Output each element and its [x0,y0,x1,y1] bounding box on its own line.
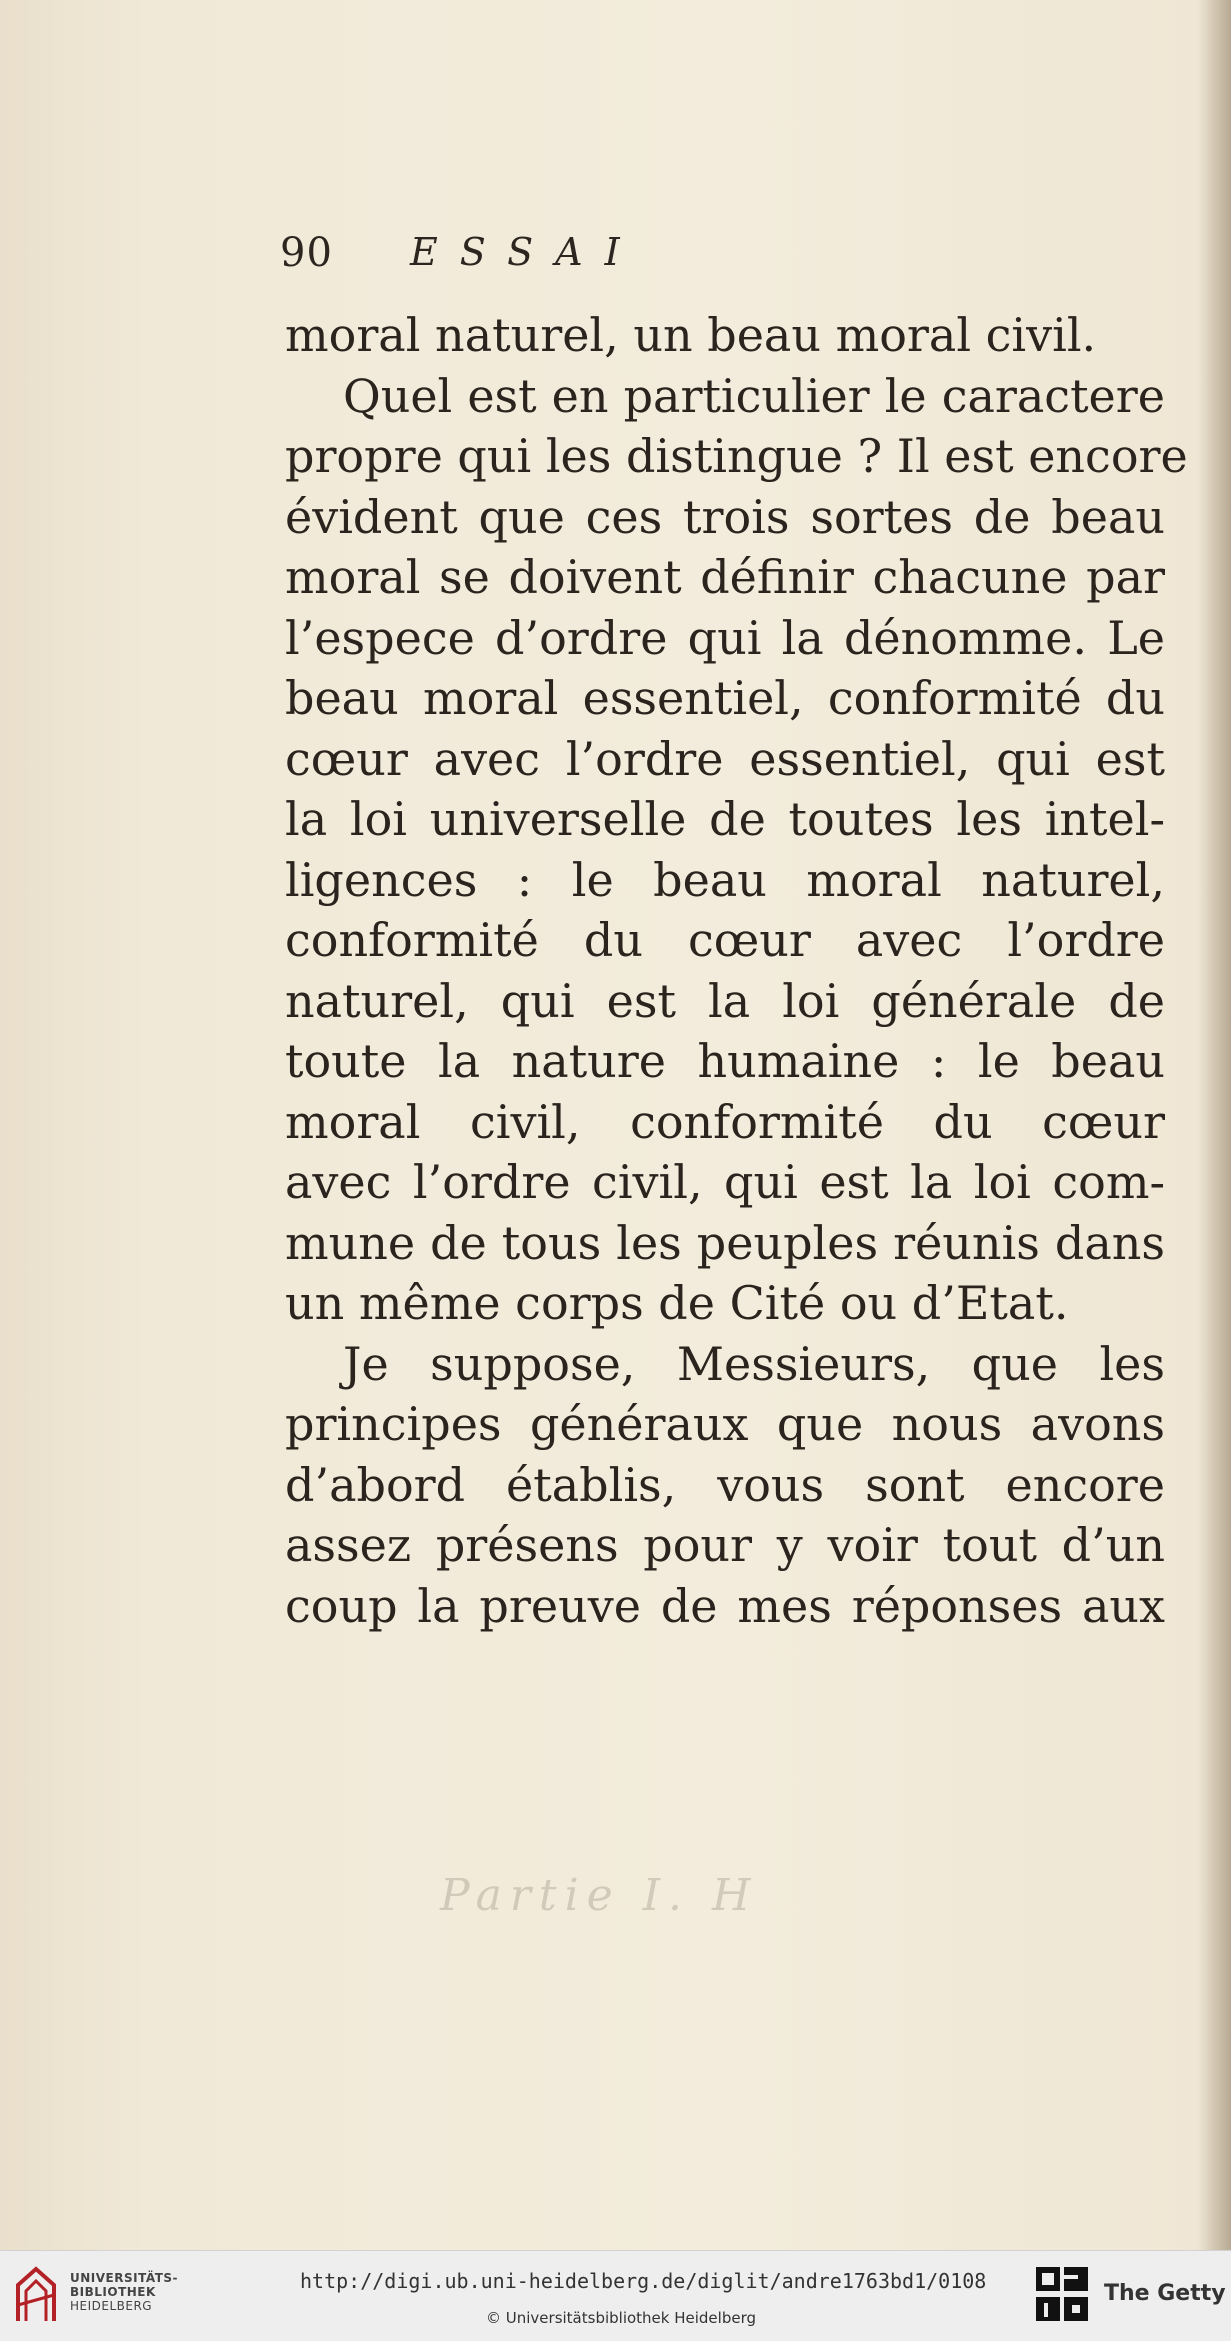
text-line: conformité du cœur avec l’ordre [285,913,1165,967]
text-line: principes généraux que nous avons [285,1397,1165,1451]
text-line: naturel, qui est la loi générale de [285,973,1165,1028]
text-line: Quel est en particulier le caractere [343,368,1165,423]
text-line: toute la nature humaine : le beau [285,1034,1165,1088]
university-library-logo-icon [14,2265,58,2325]
text-line: beau moral essentiel, conformité du [285,671,1165,725]
getty-logo-icon [1034,2265,1090,2325]
text-line: moral se doivent définir chacune par [285,550,1165,604]
text-line: propre qui les distingue ? Il est encore [285,429,1188,483]
text-line: évident que ces trois sortes de beau [285,489,1165,544]
text-line: cœur avec l’ordre essentiel, qui est [285,731,1165,786]
bleed-through-text: Partie I. H [440,1870,759,1921]
text-line: ligences : le beau moral naturel, [285,852,1165,907]
library-name-line: UNIVERSITÄTS- [70,2271,179,2285]
library-name-line: HEIDELBERG [70,2299,153,2313]
page-number: 90 [280,230,333,276]
permalink-url[interactable]: http://digi.ub.uni-heidelberg.de/diglit/andre1763bd1/0108 [300,2269,987,2293]
text-line: l’espece d’ordre qui la dénomme. Le [285,610,1165,665]
text-line: assez présens pour y voir tout d’un [285,1518,1165,1572]
copyright-notice: © Universitätsbibliothek Heidelberg [486,2309,757,2327]
viewer-footer [0,2250,1231,2341]
text-line: coup la preuve de mes réponses aux [285,1578,1165,1633]
text-line: mune de tous les peuples réunis dans [285,1215,1165,1270]
text-line: Je suppose, Messieurs, que les [343,1336,1165,1391]
text-line: un même corps de Cité ou d’Etat. [285,1276,1069,1330]
text-line: moral civil, conformité du cœur [285,1094,1165,1149]
running-title: ESSAI [410,230,642,274]
text-line: moral naturel, un beau moral civil. [285,308,1097,362]
body-text [285,305,1188,1636]
text-line: d’abord établis, vous sont encore [285,1457,1165,1512]
getty-name: The Getty [1104,2281,1226,2306]
text-line: la loi universelle de toutes les intel- [285,792,1165,846]
library-name [70,2271,178,2313]
library-name-line: BIBLIOTHEK [70,2285,156,2299]
text-line: avec l’ordre civil, qui est la loi com- [285,1155,1165,1209]
page-header [280,230,980,290]
